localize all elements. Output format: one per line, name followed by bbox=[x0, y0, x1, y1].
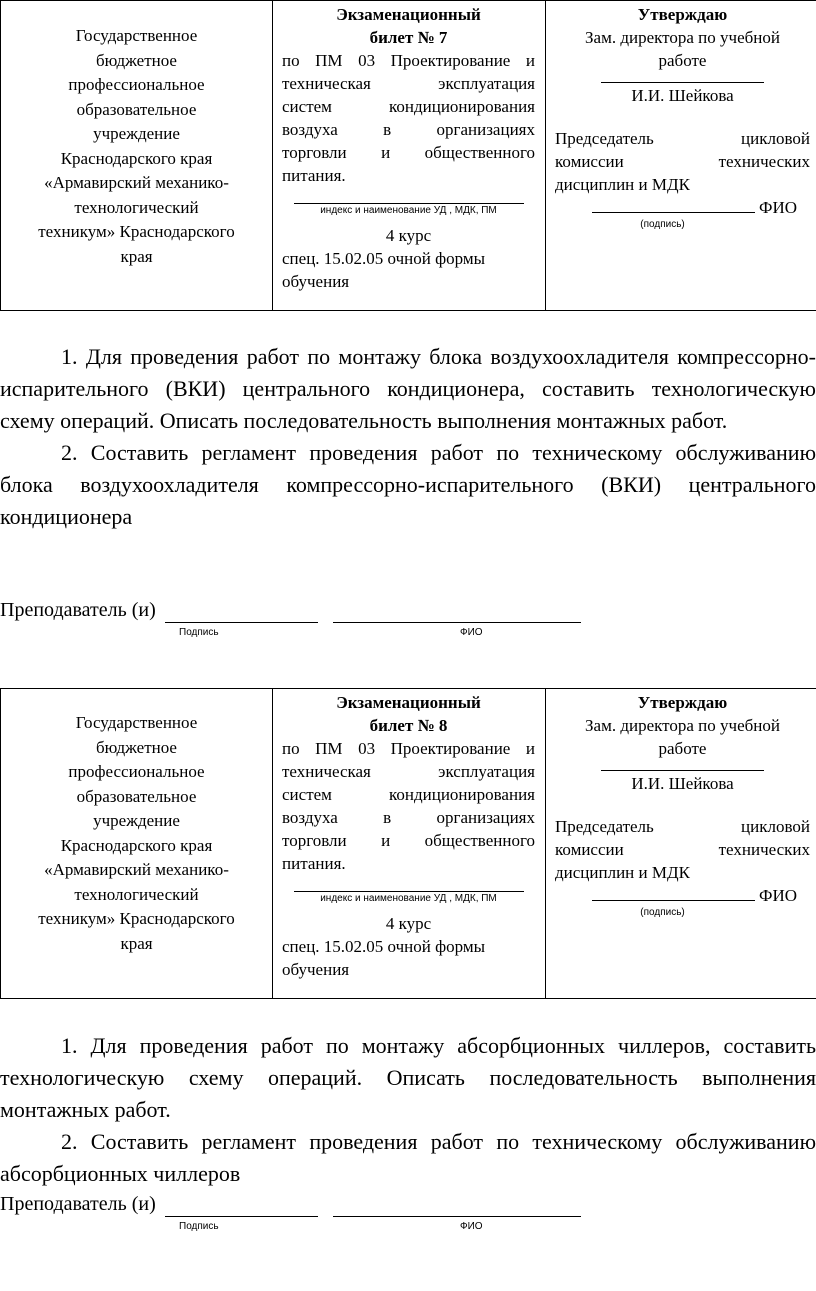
chair-line: дисциплин и МДК bbox=[555, 863, 690, 882]
teacher-label: Преподаватель (и) bbox=[0, 1193, 156, 1215]
chair-line: комиссии технических bbox=[555, 152, 810, 171]
org-line: Краснодарского края bbox=[60, 148, 213, 168]
ticket-cell bbox=[273, 1, 546, 311]
org-line: образовательное bbox=[76, 99, 197, 119]
approve-role: Зам. директора по учебной bbox=[585, 28, 780, 47]
teacher-sign-caption: Подпись bbox=[179, 627, 219, 638]
approve-signature-line bbox=[601, 82, 764, 83]
task-line: Для проведения работ по монтажу абсорбционных чиллеров, bbox=[90, 1033, 711, 1058]
task-line: обслуживанию блока воздухоохладителя компрессорно-испарительного bbox=[0, 440, 816, 497]
chair-signature-row bbox=[555, 884, 810, 907]
ticket-cell bbox=[273, 689, 546, 999]
chair-line: дисциплин и МДК bbox=[555, 175, 690, 194]
module-line: воздуха в организациях bbox=[282, 808, 535, 827]
module-line: по ПМ 03 Проектирование и bbox=[282, 51, 535, 70]
chair-fio: ФИО bbox=[759, 886, 797, 905]
approve-signature-line bbox=[601, 770, 764, 771]
organization-cell bbox=[1, 1, 273, 311]
approve-name: И.И. Шейкова bbox=[631, 86, 734, 105]
ticket-title: Экзаменационный bbox=[336, 5, 481, 24]
task-line: обслуживанию абсорбционных чиллеров bbox=[0, 1129, 816, 1186]
module-line: систем кондиционирования bbox=[282, 97, 535, 116]
task-line: выполнения монтажных работ. bbox=[0, 1065, 816, 1122]
sign-caption: (подпись) bbox=[640, 907, 685, 918]
task-line: монтажных работ. bbox=[556, 408, 728, 433]
org-line: бюджетное bbox=[96, 50, 177, 70]
course-label: 4 курс bbox=[385, 226, 432, 245]
chair-line: Председатель цикловой bbox=[555, 129, 810, 148]
task-item bbox=[0, 1126, 816, 1190]
task-number: 1. bbox=[61, 1033, 78, 1058]
index-caption: индекс и наименование УД , МДК, ПМ bbox=[320, 205, 497, 216]
approve-title: Утверждаю bbox=[637, 5, 728, 24]
task-line: Составить регламент проведения работ по техническому bbox=[90, 440, 663, 465]
organization-cell bbox=[1, 689, 273, 999]
task-line: Для проведения работ по монтажу блока воздухоохладителя bbox=[85, 344, 669, 369]
chair-signature-row bbox=[555, 196, 810, 219]
sign-caption: (подпись) bbox=[640, 219, 685, 230]
spec-line: спец. 15.02.05 очной формы bbox=[282, 937, 486, 956]
approve-title: Утверждаю bbox=[637, 693, 728, 712]
module-line: торговли и общественного bbox=[282, 831, 535, 850]
module-line: воздуха в организациях bbox=[282, 120, 535, 139]
index-rule bbox=[294, 891, 524, 892]
org-line: профессиональное bbox=[68, 762, 205, 781]
org-line: техникум» Краснодарского bbox=[38, 909, 235, 928]
org-line: «Армавирский механико- bbox=[44, 173, 229, 192]
approve-role: Зам. директора по учебной bbox=[585, 716, 780, 735]
chair-fio: ФИО bbox=[759, 198, 797, 217]
approval-cell bbox=[546, 689, 816, 999]
task-line: Составить регламент проведения работ по техническому bbox=[90, 1129, 663, 1154]
ticket-title: Экзаменационный bbox=[336, 693, 481, 712]
spec-line: спец. 15.02.05 очной формы bbox=[282, 249, 486, 268]
module-line: техническая эксплуатация bbox=[282, 74, 535, 93]
course-label: 4 курс bbox=[385, 914, 432, 933]
task-item bbox=[0, 1030, 816, 1126]
module-line: техническая эксплуатация bbox=[282, 762, 535, 781]
task-number: 1. bbox=[61, 344, 78, 369]
chair-signature-line bbox=[592, 212, 755, 213]
org-line: образовательное bbox=[76, 786, 197, 806]
teacher-sign-caption: Подпись bbox=[179, 1221, 219, 1232]
org-line: учреждение bbox=[93, 124, 180, 143]
org-line: Государственное bbox=[75, 26, 198, 45]
teacher-signature-row bbox=[0, 1191, 816, 1217]
chair-line: Председатель цикловой bbox=[555, 817, 810, 836]
spec-line: обучения bbox=[282, 272, 350, 291]
teacher-fio-line bbox=[333, 1196, 581, 1217]
org-line: бюджетное bbox=[96, 737, 177, 757]
chair-line: комиссии технических bbox=[555, 840, 810, 859]
task-item bbox=[0, 437, 816, 533]
approve-role: работе bbox=[658, 51, 707, 70]
task-item bbox=[0, 341, 816, 437]
task-number: 2. bbox=[61, 440, 78, 465]
org-line: Государственное bbox=[75, 713, 198, 732]
module-line: систем кондиционирования bbox=[282, 785, 535, 804]
approval-cell bbox=[546, 1, 816, 311]
approve-name: И.И. Шейкова bbox=[631, 774, 734, 793]
teacher-label: Преподаватель (и) bbox=[0, 599, 156, 621]
org-line: профессиональное bbox=[68, 75, 205, 94]
module-line: питания. bbox=[282, 166, 346, 185]
org-line: края bbox=[120, 933, 153, 953]
index-rule bbox=[294, 203, 524, 204]
task-line: технологическую схему операций. Описать последовательность выполнения bbox=[0, 376, 816, 433]
teacher-signature-line bbox=[165, 1196, 318, 1217]
task-line: компрессорно-испарительного (ВКИ) центрального кондиционера, составить bbox=[0, 344, 816, 401]
task-list bbox=[0, 1030, 816, 1190]
chair-signature-line bbox=[592, 900, 755, 901]
task-list bbox=[0, 341, 816, 533]
module-line: торговли и общественного bbox=[282, 143, 535, 162]
ticket-number: билет № 7 bbox=[369, 28, 448, 47]
index-caption: индекс и наименование УД , МДК, ПМ bbox=[320, 893, 497, 904]
module-line: питания. bbox=[282, 854, 346, 873]
ticket-number: билет № 8 bbox=[369, 716, 448, 735]
teacher-signature-row bbox=[0, 597, 816, 623]
task-number: 2. bbox=[61, 1129, 78, 1154]
task-line: составить технологическую схему операций. Описать последовательность bbox=[0, 1033, 816, 1090]
spec-line: обучения bbox=[282, 960, 350, 979]
approve-role: работе bbox=[658, 739, 707, 758]
teacher-fio-caption: ФИО bbox=[460, 627, 483, 638]
teacher-signature-line bbox=[165, 602, 318, 623]
ticket-header-table bbox=[0, 0, 816, 311]
teacher-fio-caption: ФИО bbox=[460, 1221, 483, 1232]
task-line: (ВКИ) центрального кондиционера bbox=[0, 472, 816, 529]
org-line: Краснодарского края bbox=[60, 835, 213, 855]
org-line: края bbox=[120, 246, 153, 266]
teacher-fio-line bbox=[333, 602, 581, 623]
org-line: учреждение bbox=[93, 811, 180, 830]
org-line: технологический bbox=[74, 197, 199, 217]
module-line: по ПМ 03 Проектирование и bbox=[282, 739, 535, 758]
org-line: техникум» Краснодарского bbox=[38, 222, 235, 241]
org-line: «Армавирский механико- bbox=[44, 860, 229, 879]
ticket-header-table bbox=[0, 688, 816, 999]
org-line: технологический bbox=[74, 884, 199, 904]
